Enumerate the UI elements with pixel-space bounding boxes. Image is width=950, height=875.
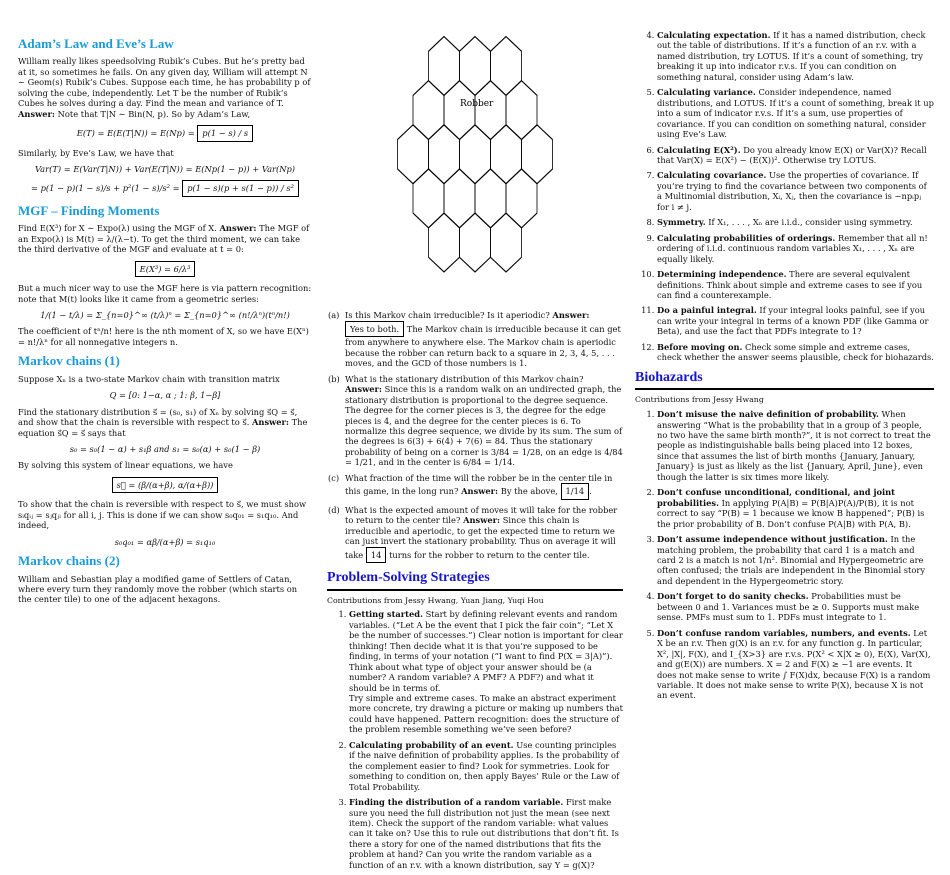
eve-answer-box: p(1 − s)(p + s(1 − p)) / s² <box>182 180 299 196</box>
hex-tile <box>398 125 429 184</box>
part-a: (a) Is this Markov chain irreducible? Is it aperiodic? Answer: Yes to both. The Markov chain is irreducible because it can get from anywhere to anywhere else. The Markov chain is aperiodic because the robber can return back to a square in 2, 3, 4, 5, . . . moves, and the GCD of those numbers is 1. <box>328 310 621 369</box>
hex-tile <box>491 125 522 184</box>
ps-item: 7. Calculating covariance. Use the properties of covariance. If you’re trying to find the covariance between two components of a Multinomial distribution, Xᵢ, Xⱼ, then the covariance is −npᵢpⱼ for i ≠ j. <box>657 170 934 212</box>
ps-title: Problem-Solving Strategies <box>327 569 490 585</box>
biohazards-rule <box>635 388 934 390</box>
mgf-title: MGF – Finding Moments <box>18 202 160 218</box>
ps-item: 2. Calculating probability of an event. Use counting principles if the naive definition of probability applies. Is the probability of the complement easier to find? Look for symmetries. Look for something to condition on, then apply Bayes’ Rule or the Law of Total Probability. <box>349 740 623 792</box>
stationary-answer-box: s⃗ = (β/(α+β), α/(α+β)) <box>112 477 219 493</box>
hex-tile <box>475 81 506 140</box>
ps-contributors: Contributions from Jessy Hwang, Yuan Jiang, Yuqi Hou <box>327 595 544 605</box>
hex-tile <box>460 125 491 184</box>
part-a-answer-box: Yes to both. <box>345 321 404 337</box>
hex-tile <box>429 213 460 272</box>
biohazard-item: 4. Don’t forget to do sanity checks. Probabilities must be between 0 and 1. Variances must be ≥ 0. Supports must make sense. PMFs must sum to 1. PDFs must integrate to 1. <box>657 591 934 622</box>
ps-title-rule <box>327 589 623 591</box>
ps-item: 8. Symmetry. If X₁, . . . , Xₙ are i.i.d., consider using symmetry. <box>657 217 934 227</box>
biohazard-item: 1. Don’t misuse the naive definition of probability. When answering “What is the probability that in a group of 3 people, no two have the same birth month?”, it is not correct to treat the people as indistinguishable balls being placed into 12 boxes, since that assumes the list of birth months {January, January, January} is just as likely as the list {January, April, June}, even though the latter is six times more likely. <box>657 409 934 482</box>
hex-tile <box>522 125 553 184</box>
hex-tile <box>460 213 491 272</box>
eve-text: Similarly, by Eve’s Law, we have that <box>18 147 174 158</box>
part-c-answer-box: 1/14 <box>561 483 590 499</box>
part-d: (d) What is the expected amount of moves it will take for the robber to return to the center tile? Answer: Since this chain is irreducible and aperiodic, to get the expected time to return we can just invert the stationary probability. Thus on average it will take 14 turns for the robber to return to the center tile. <box>345 505 623 563</box>
column-1 <box>18 30 312 609</box>
hex-tile <box>444 169 475 228</box>
markov2-intro: William and Sebastian play a modified game of Settlers of Catan, where every turn they randomly move the robber (which starts on the center tile) to one of the adjacent hexagons. <box>18 573 298 605</box>
biohazard-item: 3. Don’t assume independence without justification. In the matching problem, the probability that card 1 is a match and card 2 is a match is not 1/n². Binomial and Hypergeometric are often confused; the trials are independent in the Binomial story and dependent in the Hypergeometric story. <box>657 534 934 586</box>
biohazard-item: 2. Don’t confuse unconditional, conditional, and joint probabilities. In applying P(A|B) = P(B|A)P(A)/P(B), it is not correct to say “P(B) = 1 because we know B happened”; P(B) is the prior probability of B. Don’t confuse P(A|B) with P(A, B). <box>657 487 934 529</box>
markov1-text-4: To show that the chain is reversible with respect to s⃗, we must show sᵢqᵢⱼ = sⱼqⱼᵢ for all i, j. This is done if we can show s₀q₀₁ = s₁q₁₀. And indeed, <box>18 499 307 531</box>
mgf-intro: Find E(X³) for X ∼ Expo(λ) using the MGF of X. Answer: The MGF of an Expo(λ) is M(t) = λ/(λ−t). To get the third moment, we can take the third derivative of the MGF and evaluate at t = 0: <box>18 223 310 255</box>
reversibility-equation: s₀q₀₁ = αβ/(α+β) = s₁q₁₀ <box>114 536 216 547</box>
markov2-parts <box>327 310 623 563</box>
transition-matrix: Q = [0: 1−α, α ; 1: β, 1−β] <box>109 390 221 401</box>
hex-tile <box>475 169 506 228</box>
ps-list-continued <box>635 30 934 363</box>
hex-tile <box>444 81 475 140</box>
mgf-answer <box>18 261 312 277</box>
biohazards-list <box>635 409 934 701</box>
markov1-title: Markov chains (1) <box>18 353 120 369</box>
hex-tile <box>429 37 460 96</box>
hex-tile <box>413 81 444 140</box>
mgf-text-3: The coefficient of tⁿ/n! here is the nth moment of X, so we have E(Xⁿ) = n!/λⁿ for all nonnegative integers n. <box>18 326 309 347</box>
part-b: (b) What is the stationary distribution of this Markov chain? Answer: Since this is a random walk on an undirected graph, the stationary distribution is proportional to the degree sequence. The degree for the corner pieces is 3, the degree for the edge pieces is 4, and the degree for the center pieces is 6. To normalize this degree sequence, we divide by its sum. The sum of the degrees is 6(3) + 6(4) + 7(6) = 84. Thus the stationary probability of being on a corner is 3/84 = 1/28, on an edge is 4/84 = 1/21, and in the center is 6/84 = 1/14. <box>328 373 623 468</box>
hex-tile <box>491 37 522 96</box>
part-c: (c) What fraction of the time will the robber be in the center tile in this game, in the long run? Answer: By the above, 1/14 . <box>345 473 623 500</box>
markov2-title: Markov chains (2) <box>18 553 120 569</box>
biohazards-title: Biohazards <box>635 369 703 385</box>
ps-item: 6. Calculating E(X²). Do you already know E(X) or Var(X)? Recall that Var(X) = E(X²) − (E(X))². Otherwise try LOTUS. <box>657 145 934 166</box>
hex-tile <box>460 37 491 96</box>
column-2 <box>327 30 623 875</box>
hex-tile <box>506 81 537 140</box>
eve-equation-2: = p(1 − p)(1 − s)/s + p²(1 − s)/s² = p(1 − s)(p + s(1 − p)) / s² <box>18 180 312 196</box>
part-d-answer-box: 14 <box>366 547 387 563</box>
robber-label: Robber <box>460 99 494 109</box>
biohazards-contributors: Contributions from Jessy Hwang <box>635 395 764 405</box>
adam-answer-box: p(1 − s) / s <box>197 125 253 141</box>
hex-tile <box>429 125 460 184</box>
ps-item: 9. Calculating probabilities of orderings. Remember that all n! ordering of i.i.d. continuous random variables X₁, . . . , Xₙ are equally likely. <box>657 233 934 264</box>
markov1-text-2: Find the stationary distribution s⃗ = (s₀, s₁) of Xₙ by solving s⃗Q = s⃗, and show that the chain is reversible with respect to s⃗. Answer: The equation s⃗Q = s⃗ says that <box>18 406 308 438</box>
markov1-text-3: By solving this system of linear equations, we have <box>18 460 233 471</box>
mgf-series: 1/(1 − t/λ) = Σ_{n=0}^∞ (t/λ)ⁿ = Σ_{n=0}^∞ (n!/λⁿ)(tⁿ/n!) <box>40 310 290 320</box>
markov1-equations: s₀ = s₀(1 − α) + s₁β and s₁ = s₀(α) + s₀(1 − β) <box>69 444 261 454</box>
markov1-intro: Suppose Xₙ is a two-state Markov chain with transition matrix <box>18 373 280 384</box>
ps-item: 10. Determining independence. There are several equivalent definitions. Think about simple and extreme cases to see if you can find a counterexample. <box>657 269 934 300</box>
ps-item: 1. Getting started. Start by defining relevant events and random variables. (“Let A be the event that I pick the fair coin”; “Let X be the number of successes.”) Clear notion is important for clear thinking! Then decide what it is that you’re supposed to be finding, in terms of your notation (“I want to find P(X = 3|A)”). Think about what type of object your answer should be (a number? A random variable? A PMF? A PDF?) and what it should be in terms of. Try simple and extreme cases. To make an abstract experiment more concrete, try drawing a picture or making up numbers that could have happened. Pattern recognition: does the structure of the problem resemble something we’ve seen before? <box>349 609 623 734</box>
stationary-answer <box>18 477 312 493</box>
ps-item: 12. Before moving on. Check some simple and extreme cases, check whether the answer seems plausible, check for biohazards. <box>657 342 934 363</box>
adam-intro: William really likes speedsolving Rubik’s Cubes. But he’s pretty bad at it, so sometimes he fails. On any given day, William will attempt N ∼ Geom(s) Rubik’s Cubes. Suppose each time, he has probability p of solving the cube, independently. Let T be the number of Rubik’s Cubes he solves during a day. Find the mean and variance of T. Answer: Note that T|N ∼ Bin(N, p). So by Adam’s Law, <box>18 56 311 119</box>
ps-item: 3. Finding the distribution of a random variable. First make sure you need the full distribution not just the mean (see next item). Check the support of the random variable: what values can it take on? Use this to rule out distributions that don’t fit. Is there a story for one of the named distributions that fits the problem at hand? Can you write the random variable as a function of an r.v. with a known distribution, say Y = g(X)? <box>349 797 623 870</box>
ps-item: 11. Do a painful integral. If your integral looks painful, see if you can write your integral in terms of a known PDF (like Gamma or Beta), and use the fact that PDFs integrate to 1? <box>657 305 934 336</box>
adam-eve-title: Adam’s Law and Eve’s Law <box>18 36 174 51</box>
adam-equation: E(T) = E(E(T|N)) = E(Np) = p(1 − s) / s <box>18 125 312 141</box>
ps-item: 5. Calculating variance. Consider independence, named distributions, and LOTUS. If it’s a count of something, break it up into a sum of indicator r.v.s. If it’s a sum, use properties of covariance. If you can condition on something natural, consider using Eve’s Law. <box>657 87 934 139</box>
ps-list <box>327 609 623 870</box>
hex-tile <box>491 213 522 272</box>
ps-item: 4. Calculating expectation. If it has a named distribution, check out the table of distributions. If it’s a function of an r.v. with a named distribution, try LOTUS. If it’s a count of something, try breaking it up into indicator r.v.s. If you can condition on something natural, consider using Adam’s law. <box>657 30 934 82</box>
biohazard-item: 5. Don’t confuse random variables, numbers, and events. Let X be an r.v. Then g(X) is an r.v. for any function g. In particular, X², |X|, F(X), and I_{X>3} are r.v.s. P(X² < X|X ≥ 0), E(X), Var(X), and g(E(X)) are numbers. X = 2 and F(X) ≥ −1 are events. It does not make sense to write ∫ F(X)dx, because F(X) is a random variable. It does not make sense to write P(X), because X is not an event. <box>657 628 934 701</box>
mgf-text-2: But a much nicer way to use the MGF here is via pattern recognition: note that M(t) looks like it came from a geometric series: <box>18 283 312 304</box>
hex-tile <box>506 169 537 228</box>
catan-hex-board <box>327 30 623 308</box>
column-3 <box>635 30 934 706</box>
hex-tile <box>413 169 444 228</box>
mgf-answer-box: E(X³) = 6/λ³ <box>135 261 196 277</box>
eve-equation-1: Var(T) = E(Var(T|N)) + Var(E(T|N)) = E(Np(1 − p)) + Var(Np) <box>34 164 296 174</box>
